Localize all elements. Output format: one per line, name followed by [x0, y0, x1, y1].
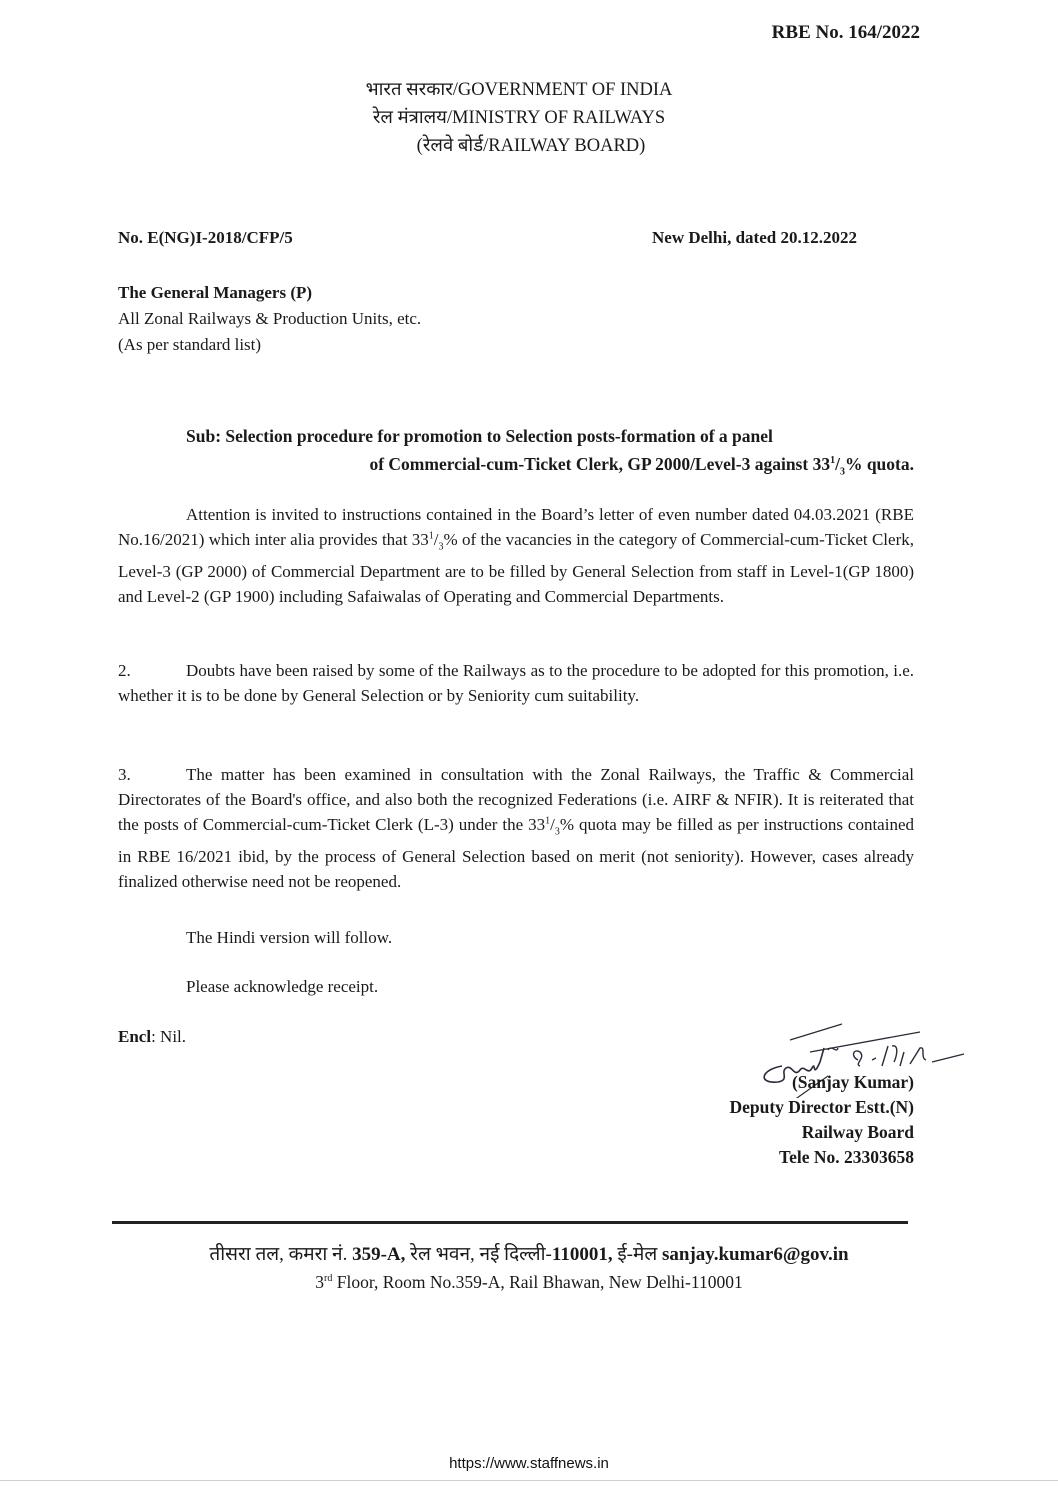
date: 20.12.2022	[780, 228, 857, 247]
footer-address-hindi: तीसरा तल, कमरा नं. 359-A, रेल भवन, नई दिल्ली-110001, ई-मेल sanjay.kumar6@gov.in	[209, 1244, 849, 1265]
addressee-title: The General Managers (P)	[118, 283, 313, 302]
watermark-url[interactable]: https://www.staffnews.in	[449, 1455, 609, 1472]
acknowledge-note: Please acknowledge receipt.	[186, 977, 379, 996]
subject	[186, 422, 914, 487]
footer-email[interactable]: sanjay.kumar6@gov.in	[661, 1244, 849, 1265]
letterhead-government: भारत सरकार/GOVERNMENT OF INDIA	[365, 80, 673, 100]
signatory-block	[729, 1070, 914, 1170]
signatory-name: (Sanjay Kumar)	[791, 1072, 914, 1092]
paragraph-1: Attention is invited to instructions contained in the Board’s letter of even number dated 04.03.2021 (RBE No.16/2021) which inter alia provides that $33^1/_3\%$ of the vacancies in the category of Commercial-cum-Ticket Clerk, Level-3 (GP 2000) of Commercial Department are to be filled by General Selection from staff in Level-1(GP 1800) and Level-2 (GP 1900) including Safaiwalas of Operating and Commercial Departments.	[118, 505, 914, 607]
letterhead-ministry: रेल मंत्रालय/MINISTRY OF RAILWAYS	[372, 108, 666, 128]
letterhead-board: (रेलवे बोर्ड/RAILWAY BOARD)	[416, 136, 646, 156]
paragraph-2: 2. Doubts have been raised by some of the Railways as to the procedure to be adopted for this promotion, i.e. whether it is to be done by General Selection or by Seniority cum suitability.	[118, 658, 914, 708]
paragraph-number: 3.	[118, 765, 131, 784]
subject-line-2: of Commercial-cum-Ticket Clerk, GP 2000/Level-3 against $33^1/_3\%$ quota.	[369, 454, 914, 478]
reference-number: No. E(NG)I-2018/CFP/5	[118, 228, 293, 247]
dated-line	[652, 228, 857, 248]
paragraph-number: 2.	[118, 661, 131, 680]
addressee-line-3: (As per standard list)	[118, 335, 262, 354]
letterhead	[0, 76, 1058, 160]
signatory-phone: Tele No. 23303658	[779, 1147, 914, 1167]
signatory-designation: Deputy Director Estt.(N)	[729, 1097, 914, 1117]
signatory-office: Railway Board	[801, 1122, 914, 1142]
circular-number: RBE No. 164/2022	[771, 22, 920, 43]
dated-prefix: New Delhi, dated	[652, 228, 781, 247]
addressee	[118, 280, 421, 358]
enclosure: Encl: Nil.	[118, 1027, 187, 1046]
footer-divider	[112, 1221, 908, 1224]
bottom-divider	[0, 1480, 1058, 1481]
footer-address-english: 3rd Floor, Room No.359-A, Rail Bhawan, New Delhi-110001	[315, 1272, 743, 1292]
hindi-version-note: The Hindi version will follow.	[186, 928, 393, 947]
subject-line-1: Sub: Selection procedure for promotion to Selection posts-formation of a panel	[186, 426, 773, 446]
paragraph-3: 3. The matter has been examined in consultation with the Zonal Railways, the Traffic & Commercial Directorates of the Board's office, and also both the recognized Federations (i.e. AIRF & NFIR). It is reiterated that the posts of Commercial-cum-Ticket Clerk (L-3) under the $33^1/_3\%$ quota may be filled as per instructions contained in RBE 16/2021 ibid, by the process of General Selection based on merit (not seniority). However, cases already finalized otherwise need not be reopened.	[118, 762, 914, 894]
addressee-line-2: All Zonal Railways & Production Units, etc.	[118, 309, 422, 328]
